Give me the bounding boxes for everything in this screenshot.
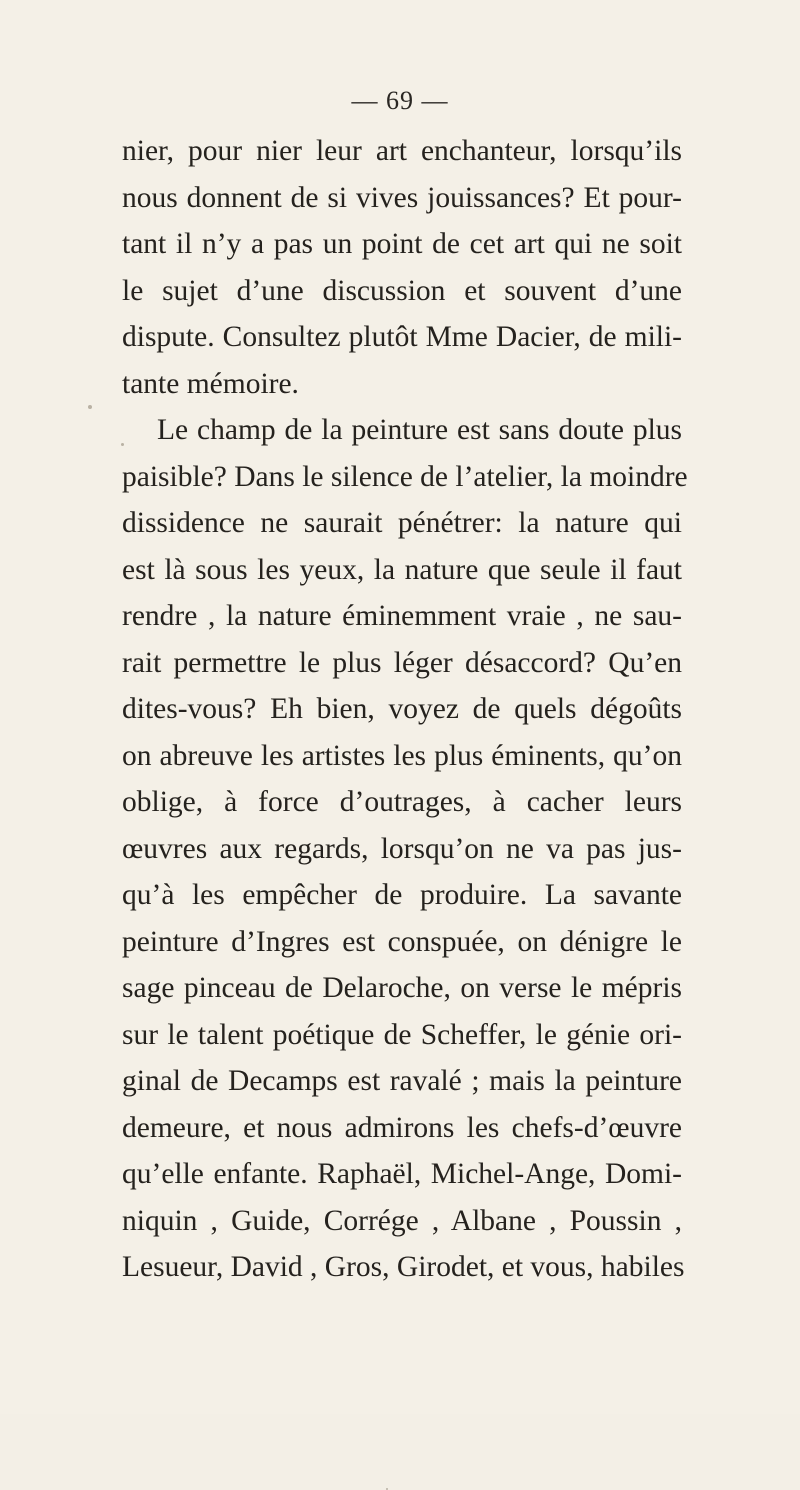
body-text [122, 128, 688, 1291]
text-line: rait permettre le plus léger désaccord? Qu’en [122, 646, 682, 679]
page-number: — 69 — [351, 86, 449, 115]
text-line: oblige, à force d’outrages, à cacher leurs [122, 786, 682, 818]
text-line: on abreuve les artistes les plus éminents, qu’on [122, 739, 682, 772]
text-line: Lesueur, David , Gros, Girodet, et vous, habiles [122, 1251, 685, 1283]
text-line: nier, pour nier leur art enchanteur, lorsqu’ils [122, 135, 682, 167]
text-line: tant il n’y a pas un point de cet art qui ne soit [122, 228, 682, 260]
paper-speck [121, 443, 124, 446]
text-line: nous donnent de si vives jouissances? Et pour- [122, 181, 682, 214]
text-line: sage pinceau de Delaroche, on verse le mépris [122, 972, 682, 1004]
text-line: qu’elle enfante. Raphaël, Michel-Ange, Domi- [122, 1158, 682, 1190]
text-line: dispute. Consultez plutôt Mme Dacier, de mili- [122, 321, 682, 353]
text-line: demeure, et nous admirons les chefs-d’œuvre [122, 1111, 682, 1144]
text-line: sur le talent poétique de Scheffer, le génie ori- [122, 1018, 682, 1051]
text-line: rendre , la nature éminemment vraie , ne sau- [122, 600, 682, 632]
text-line: niquin , Guide, Corrége , Albane , Poussin , [122, 1204, 682, 1237]
text-line: œuvres aux regards, lorsqu’on ne va pas jus- [122, 832, 682, 865]
text-line: dites-vous? Eh bien, voyez de quels dégoûts [122, 693, 682, 725]
text-line: ginal de Decamps est ravalé ; mais la peinture [122, 1065, 682, 1097]
paper-speck [88, 405, 92, 409]
text-line: peinture d’Ingres est conspuée, on dénigre le [122, 925, 682, 958]
text-line: le sujet d’une discussion et souvent d’une [122, 274, 682, 307]
text-line: est là sous les yeux, la nature que seule il faut [122, 553, 682, 586]
text-line: qu’à les empêcher de produire. La savante [122, 879, 682, 911]
text-line: tante mémoire. [122, 367, 299, 400]
text-line: Le champ de la peinture est sans doute plus [157, 414, 682, 446]
text-line: dissidence ne saurait pénétrer: la nature qui [122, 507, 682, 539]
text-line: paisible? Dans le silence de l’atelier, la moindre [122, 460, 688, 493]
